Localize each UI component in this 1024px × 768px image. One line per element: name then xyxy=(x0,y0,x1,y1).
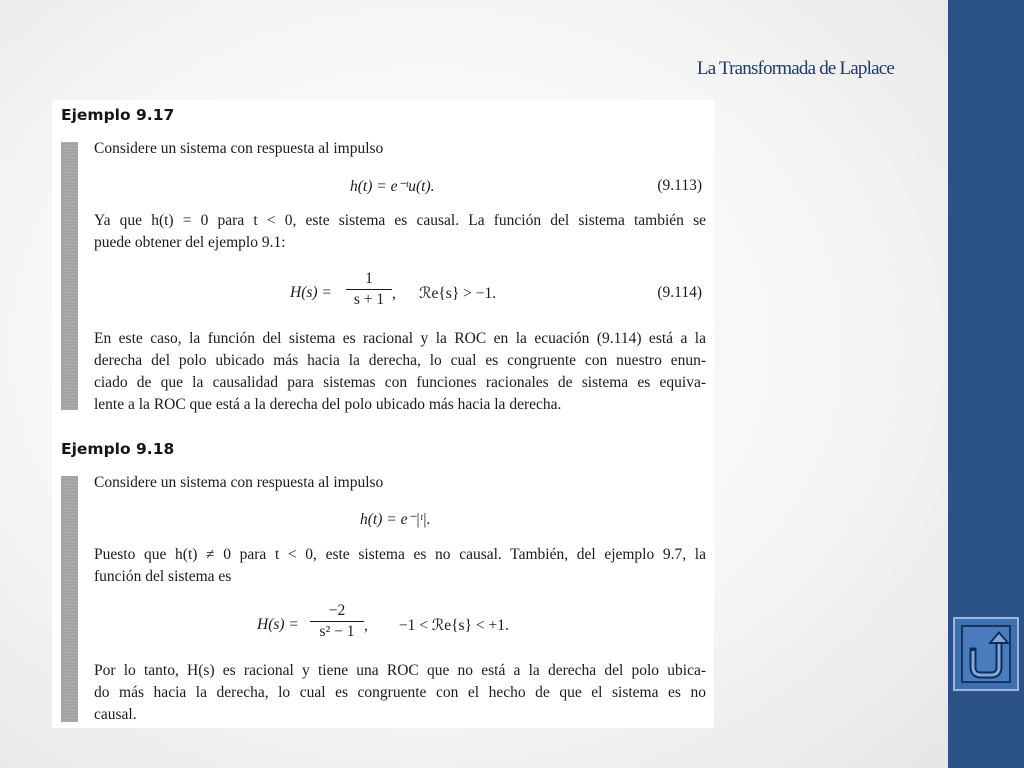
slide-title: La Transformada de Laplace xyxy=(696,58,894,79)
fraction xyxy=(310,602,364,642)
text-line: puede obtener del ejemplo 9.1: xyxy=(94,234,286,251)
paragraph xyxy=(94,544,706,588)
denominator: s² − 1 xyxy=(319,623,355,640)
intro-text: Considere un sistema con respuesta al impulso xyxy=(94,474,384,491)
scanned-page xyxy=(52,100,714,728)
numerator: −2 xyxy=(310,602,364,622)
text-line: do más hacia la derecha, lo cual es congruente con el hecho de que el sistema es no xyxy=(94,684,706,701)
equation-roc: , ℛe{s} > −1. xyxy=(392,285,497,302)
example-heading: Ejemplo 9.18 xyxy=(61,440,175,458)
u-turn-arrow-icon xyxy=(961,625,1011,683)
text-line: Ya que h(t) = 0 para t < 0, este sistema es causal. La función del sistema también se xyxy=(94,212,706,229)
numerator: 1 xyxy=(346,270,392,290)
margin-bar xyxy=(61,476,78,722)
equation-roc: , −1 < ℛe{s} < +1. xyxy=(364,617,509,634)
equation-lhs: H(s) = xyxy=(257,616,299,633)
paragraph xyxy=(94,210,706,254)
fraction xyxy=(346,270,392,310)
equation-number: (9.114) xyxy=(657,284,702,301)
example-heading: Ejemplo 9.17 xyxy=(61,106,175,124)
equation: h(t) = e⁻ᵗu(t). xyxy=(350,178,435,195)
text-line: Por lo tanto, H(s) es racional y tiene una ROC que no está a la derecha del polo ubica- xyxy=(94,662,706,679)
margin-bar xyxy=(61,142,78,410)
equation: h(t) = e⁻|ᵗ|. xyxy=(360,511,431,528)
paragraph xyxy=(94,328,706,416)
text-line: causal. xyxy=(94,706,137,723)
text-line: lente a la ROC que está a la derecha del polo ubicado más hacia la derecha. xyxy=(94,396,562,413)
equation-number: (9.113) xyxy=(657,177,702,194)
back-button[interactable] xyxy=(953,617,1019,691)
text-line: Puesto que h(t) ≠ 0 para t < 0, este sistema es no causal. También, del ejemplo 9.7, la xyxy=(94,546,706,563)
intro-text: Considere un sistema con respuesta al impulso xyxy=(94,140,384,157)
denominator: s + 1 xyxy=(353,291,385,308)
text-line: derecha del polo ubicado más hacia la derecha, lo cual es congruente con nuestro enun- xyxy=(94,352,706,369)
text-line: En este caso, la función del sistema es racional y la ROC en la ecuación (9.114) está a la xyxy=(94,330,706,347)
equation-lhs: H(s) = xyxy=(290,284,332,301)
text-line: ciado de que la causalidad para sistemas con funciones racionales de sistema es equiva- xyxy=(94,374,706,391)
text-line: función del sistema es xyxy=(94,568,232,585)
paragraph xyxy=(94,660,706,726)
